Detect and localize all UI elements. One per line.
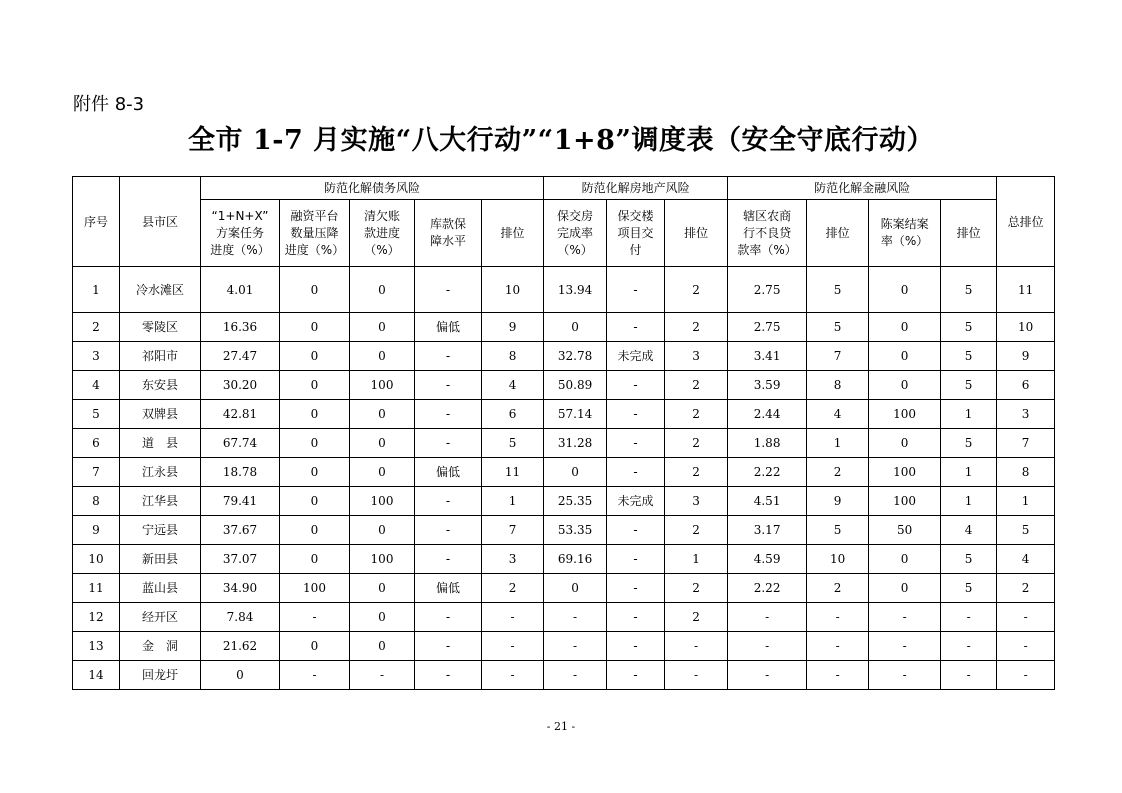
header-debt-platform — [280, 200, 350, 267]
table-row — [73, 632, 1055, 661]
table-cell: 100 — [280, 574, 350, 603]
table-cell: 3 — [665, 342, 728, 371]
county-cell: 江永县 — [120, 458, 201, 487]
table-cell: 1 — [665, 545, 728, 574]
table-cell: 10 — [482, 267, 544, 313]
table-cell: - — [997, 661, 1055, 690]
table-row — [73, 603, 1055, 632]
table-cell: 0 — [280, 632, 350, 661]
table-cell: 6 — [997, 371, 1055, 400]
header-line: （%） — [364, 242, 400, 257]
table-cell: 9 — [482, 313, 544, 342]
table-cell: 3 — [73, 342, 120, 371]
table-cell: - — [807, 661, 869, 690]
table-cell: 0 — [280, 487, 350, 516]
table-cell: 5 — [941, 574, 997, 603]
table-cell: - — [607, 545, 665, 574]
table-row — [73, 400, 1055, 429]
table-cell: 50.89 — [544, 371, 607, 400]
county-cell: 道 县 — [120, 429, 201, 458]
table-cell: 2 — [665, 458, 728, 487]
table-cell: 100 — [869, 458, 941, 487]
table-row — [73, 516, 1055, 545]
county-cell: 宁远县 — [120, 516, 201, 545]
table-cell: 10 — [807, 545, 869, 574]
table-cell: 0 — [350, 458, 415, 487]
table-cell: 2 — [665, 400, 728, 429]
table-cell: 偏低 — [415, 313, 482, 342]
table-cell: 1 — [997, 487, 1055, 516]
table-cell: - — [415, 487, 482, 516]
table-cell: - — [607, 400, 665, 429]
table-cell: 2 — [665, 603, 728, 632]
table-cell: 0 — [350, 516, 415, 545]
table-cell: 0 — [280, 458, 350, 487]
table-cell: 4 — [941, 516, 997, 545]
header-county: 县市区 — [120, 177, 201, 267]
table-cell: - — [607, 458, 665, 487]
header-re-delivery — [544, 200, 607, 267]
table-cell: - — [997, 603, 1055, 632]
table-row — [73, 574, 1055, 603]
header-debt-platform-text — [285, 208, 344, 259]
header-group-debt: 防范化解债务风险 — [201, 177, 544, 200]
table-cell: 5 — [807, 516, 869, 545]
header-line: “1+N+X” — [211, 208, 269, 223]
table-cell: - — [280, 603, 350, 632]
table-cell: 2 — [665, 313, 728, 342]
header-debt-arrears-text — [364, 208, 400, 259]
schedule-table — [72, 176, 1055, 690]
table-cell: 0 — [280, 267, 350, 313]
table-cell: 25.35 — [544, 487, 607, 516]
table-cell: 7 — [807, 342, 869, 371]
header-index: 序号 — [73, 177, 120, 267]
table-cell: - — [350, 661, 415, 690]
table-cell: - — [415, 661, 482, 690]
table-cell: 4 — [997, 545, 1055, 574]
table-cell: 1 — [807, 429, 869, 458]
table-cell: 2 — [997, 574, 1055, 603]
header-total-rank: 总排位 — [997, 177, 1055, 267]
table-cell: 0 — [280, 400, 350, 429]
table-cell: 5 — [941, 342, 997, 371]
table-cell: 9 — [807, 487, 869, 516]
table-cell: 34.90 — [201, 574, 280, 603]
table-cell: 3.59 — [728, 371, 807, 400]
table-cell: 11 — [73, 574, 120, 603]
header-debt-treasury — [415, 200, 482, 267]
header-line: 项目交 — [617, 225, 654, 240]
table-cell: 37.07 — [201, 545, 280, 574]
header-group-finance: 防范化解金融风险 — [728, 177, 997, 200]
table-cell: - — [280, 661, 350, 690]
table-cell: - — [665, 661, 728, 690]
table-cell: 8 — [997, 458, 1055, 487]
table-cell: 3 — [997, 400, 1055, 429]
table-cell: - — [415, 603, 482, 632]
header-debt-arrears — [350, 200, 415, 267]
table-cell: - — [544, 661, 607, 690]
table-row — [73, 313, 1055, 342]
table-cell: 11 — [997, 267, 1055, 313]
table-cell: 57.14 — [544, 400, 607, 429]
header-line: 障水平 — [429, 234, 466, 248]
table-cell: 14 — [73, 661, 120, 690]
table-cell: - — [869, 661, 941, 690]
table-cell: - — [869, 632, 941, 661]
table-cell: 37.67 — [201, 516, 280, 545]
table-cell: 2 — [665, 429, 728, 458]
document-title: 全市 1-7 月实施“八大行动”“1+8”调度表（安全守底行动） — [188, 125, 934, 156]
table-cell: 27.47 — [201, 342, 280, 371]
table-cell: 5 — [941, 545, 997, 574]
table-row — [73, 267, 1055, 313]
table-cell: 4 — [73, 371, 120, 400]
table-cell: - — [997, 632, 1055, 661]
table-cell: 13.94 — [544, 267, 607, 313]
table-cell: 5 — [997, 516, 1055, 545]
table-cell: 5 — [941, 267, 997, 313]
header-fin-case-rank: 排位 — [941, 200, 997, 267]
header-line: 款进度 — [363, 225, 400, 240]
header-line: 数量压降 — [290, 225, 339, 240]
table-cell: 0 — [350, 429, 415, 458]
table-cell: 3 — [482, 545, 544, 574]
table-cell: - — [544, 603, 607, 632]
table-row — [73, 487, 1055, 516]
table-cell: 31.28 — [544, 429, 607, 458]
header-debt-plan-text — [210, 208, 269, 259]
table-cell: 偏低 — [415, 574, 482, 603]
header-fin-npl-text — [737, 208, 796, 259]
table-cell: 4.01 — [201, 267, 280, 313]
table-cell: 1 — [941, 458, 997, 487]
table-cell: 10 — [997, 313, 1055, 342]
table-cell: - — [482, 632, 544, 661]
table-cell: 2.75 — [728, 313, 807, 342]
table-row — [73, 342, 1055, 371]
table-cell: 未完成 — [607, 342, 665, 371]
table-cell: 0 — [869, 429, 941, 458]
table-cell: 0 — [280, 516, 350, 545]
header-line: 款率（%） — [737, 242, 797, 257]
table-cell: - — [728, 661, 807, 690]
header-line: 保交楼 — [617, 208, 654, 223]
table-cell: - — [415, 429, 482, 458]
table-cell: 4.59 — [728, 545, 807, 574]
header-line: 率（%） — [880, 234, 929, 248]
header-line: 进度（%） — [284, 242, 345, 257]
table-cell: 0 — [544, 458, 607, 487]
table-cell: 6 — [482, 400, 544, 429]
table-cell: 0 — [280, 545, 350, 574]
table-cell: 0 — [350, 400, 415, 429]
table-cell: - — [607, 429, 665, 458]
table-cell: 8 — [482, 342, 544, 371]
table-cell: 0 — [869, 371, 941, 400]
header-line: （%） — [557, 242, 593, 257]
table-cell: 0 — [201, 661, 280, 690]
table-cell: 9 — [997, 342, 1055, 371]
table-cell: 5 — [807, 267, 869, 313]
table-cell: - — [728, 603, 807, 632]
county-cell: 金 洞 — [120, 632, 201, 661]
header-re-project — [607, 200, 665, 267]
table-cell: 7 — [997, 429, 1055, 458]
header-fin-case — [869, 200, 941, 267]
header-line: 方案任务 — [215, 225, 264, 240]
header-debt-treasury-text — [430, 216, 466, 250]
table-cell: 0 — [350, 603, 415, 632]
table-cell: 100 — [869, 400, 941, 429]
table-cell: 偏低 — [415, 458, 482, 487]
table-cell: 13 — [73, 632, 120, 661]
table-cell: 0 — [350, 632, 415, 661]
table-row — [73, 458, 1055, 487]
table-row — [73, 429, 1055, 458]
table-cell: 100 — [350, 487, 415, 516]
table-cell: 12 — [73, 603, 120, 632]
table-cell: - — [807, 603, 869, 632]
table-cell: 18.78 — [201, 458, 280, 487]
table-cell: - — [607, 632, 665, 661]
table-cell: 32.78 — [544, 342, 607, 371]
table-cell: 5 — [941, 313, 997, 342]
table-cell: - — [415, 545, 482, 574]
table-cell: 0 — [544, 313, 607, 342]
table-cell: - — [482, 603, 544, 632]
table-cell: 0 — [869, 342, 941, 371]
table-cell: 0 — [350, 267, 415, 313]
table-cell: 2 — [482, 574, 544, 603]
county-cell: 回龙圩 — [120, 661, 201, 690]
attachment-label: 附件 8-3 — [73, 94, 145, 115]
header-fin-case-text — [881, 216, 929, 250]
table-cell: 1.88 — [728, 429, 807, 458]
table-cell: - — [607, 603, 665, 632]
table-cell: 2 — [73, 313, 120, 342]
table-cell: 0 — [280, 342, 350, 371]
table-cell: 2 — [807, 574, 869, 603]
county-cell: 东安县 — [120, 371, 201, 400]
table-cell: 3.41 — [728, 342, 807, 371]
table-cell: 1 — [73, 267, 120, 313]
header-line: 融资平台 — [290, 208, 339, 223]
header-line: 行不良贷 — [743, 225, 792, 240]
header-fin-npl — [728, 200, 807, 267]
county-cell: 双牌县 — [120, 400, 201, 429]
table-cell: 5 — [941, 429, 997, 458]
table-cell: - — [482, 661, 544, 690]
header-re-project-text — [618, 208, 654, 259]
table-cell: 0 — [350, 574, 415, 603]
table-row — [73, 545, 1055, 574]
table-cell: 21.62 — [201, 632, 280, 661]
table-cell: - — [415, 632, 482, 661]
table-cell: 2 — [665, 371, 728, 400]
table-row — [73, 371, 1055, 400]
table-cell: - — [941, 603, 997, 632]
table-cell: 0 — [869, 574, 941, 603]
table-cell: 16.36 — [201, 313, 280, 342]
table-cell: - — [607, 267, 665, 313]
table-cell: 67.74 — [201, 429, 280, 458]
table-cell: 5 — [941, 371, 997, 400]
table-cell: 2 — [807, 458, 869, 487]
table-cell: 7 — [482, 516, 544, 545]
table-cell: - — [607, 516, 665, 545]
table-cell: 0 — [350, 313, 415, 342]
table-cell: 4 — [807, 400, 869, 429]
table-cell: - — [869, 603, 941, 632]
county-cell: 冷水滩区 — [120, 267, 201, 313]
header-line: 进度（%） — [210, 242, 270, 257]
table-cell: - — [941, 661, 997, 690]
table-cell: - — [941, 632, 997, 661]
table-cell: 79.41 — [201, 487, 280, 516]
table-cell: 0 — [869, 545, 941, 574]
header-line: 辖区农商 — [743, 208, 792, 223]
table-cell: 2.75 — [728, 267, 807, 313]
table-cell: - — [607, 313, 665, 342]
table-cell: 5 — [482, 429, 544, 458]
county-cell: 经开区 — [120, 603, 201, 632]
table-cell: - — [665, 632, 728, 661]
table-cell: 4.51 — [728, 487, 807, 516]
table-cell: 0 — [350, 342, 415, 371]
table-cell: 30.20 — [201, 371, 280, 400]
table-cell: 2 — [665, 516, 728, 545]
table-cell: - — [415, 516, 482, 545]
header-line: 付 — [629, 242, 642, 257]
table-cell: 7.84 — [201, 603, 280, 632]
table-cell: 4 — [482, 371, 544, 400]
header-re-rank: 排位 — [665, 200, 728, 267]
table-cell: 1 — [482, 487, 544, 516]
table-cell: 8 — [807, 371, 869, 400]
table-cell: 0 — [869, 313, 941, 342]
county-cell: 零陵区 — [120, 313, 201, 342]
table-cell: 100 — [350, 545, 415, 574]
table-cell: 10 — [73, 545, 120, 574]
table-cell: 6 — [73, 429, 120, 458]
table-cell: 未完成 — [607, 487, 665, 516]
table-cell: 53.35 — [544, 516, 607, 545]
table-cell: 2.22 — [728, 458, 807, 487]
header-debt-plan — [201, 200, 280, 267]
table-cell: 69.16 — [544, 545, 607, 574]
page-number: - 21 - — [546, 720, 576, 733]
table-cell: - — [415, 267, 482, 313]
header-line: 库款保 — [429, 217, 466, 231]
table-cell: - — [544, 632, 607, 661]
table-cell: 1 — [941, 400, 997, 429]
table-cell: 0 — [544, 574, 607, 603]
table-cell: 11 — [482, 458, 544, 487]
table-cell: - — [607, 661, 665, 690]
table-cell: 5 — [73, 400, 120, 429]
table-cell: 8 — [73, 487, 120, 516]
table-cell: 3.17 — [728, 516, 807, 545]
table-cell: - — [607, 574, 665, 603]
table-cell: 100 — [350, 371, 415, 400]
table-cell: 3 — [665, 487, 728, 516]
county-cell: 祁阳市 — [120, 342, 201, 371]
table-cell: - — [807, 632, 869, 661]
table-cell: 0 — [869, 267, 941, 313]
table-cell: 100 — [869, 487, 941, 516]
header-line: 保交房 — [557, 208, 594, 223]
table-cell: - — [415, 400, 482, 429]
table-cell: 0 — [280, 429, 350, 458]
table-cell: - — [415, 371, 482, 400]
county-cell: 新田县 — [120, 545, 201, 574]
table-cell: 9 — [73, 516, 120, 545]
table-cell: 2.44 — [728, 400, 807, 429]
table-cell: 42.81 — [201, 400, 280, 429]
header-debt-rank: 排位 — [482, 200, 544, 267]
header-re-delivery-text — [557, 208, 593, 259]
county-cell: 蓝山县 — [120, 574, 201, 603]
table-cell: 5 — [807, 313, 869, 342]
table-cell: 7 — [73, 458, 120, 487]
header-line: 陈案结案 — [880, 217, 929, 231]
table-cell: 50 — [869, 516, 941, 545]
table-cell: - — [728, 632, 807, 661]
table-cell: - — [607, 371, 665, 400]
table-cell: 2 — [665, 574, 728, 603]
county-cell: 江华县 — [120, 487, 201, 516]
header-line: 清欠账 — [363, 208, 400, 223]
table-cell: - — [415, 342, 482, 371]
table-body — [73, 267, 1055, 690]
table-cell: 2.22 — [728, 574, 807, 603]
table-row — [73, 661, 1055, 690]
header-line: 完成率 — [557, 225, 594, 240]
table-cell: 0 — [280, 371, 350, 400]
table-cell: 1 — [941, 487, 997, 516]
table-cell: 0 — [280, 313, 350, 342]
header-fin-npl-rank: 排位 — [807, 200, 869, 267]
table-cell: 2 — [665, 267, 728, 313]
header-group-realestate: 防范化解房地产风险 — [544, 177, 728, 200]
